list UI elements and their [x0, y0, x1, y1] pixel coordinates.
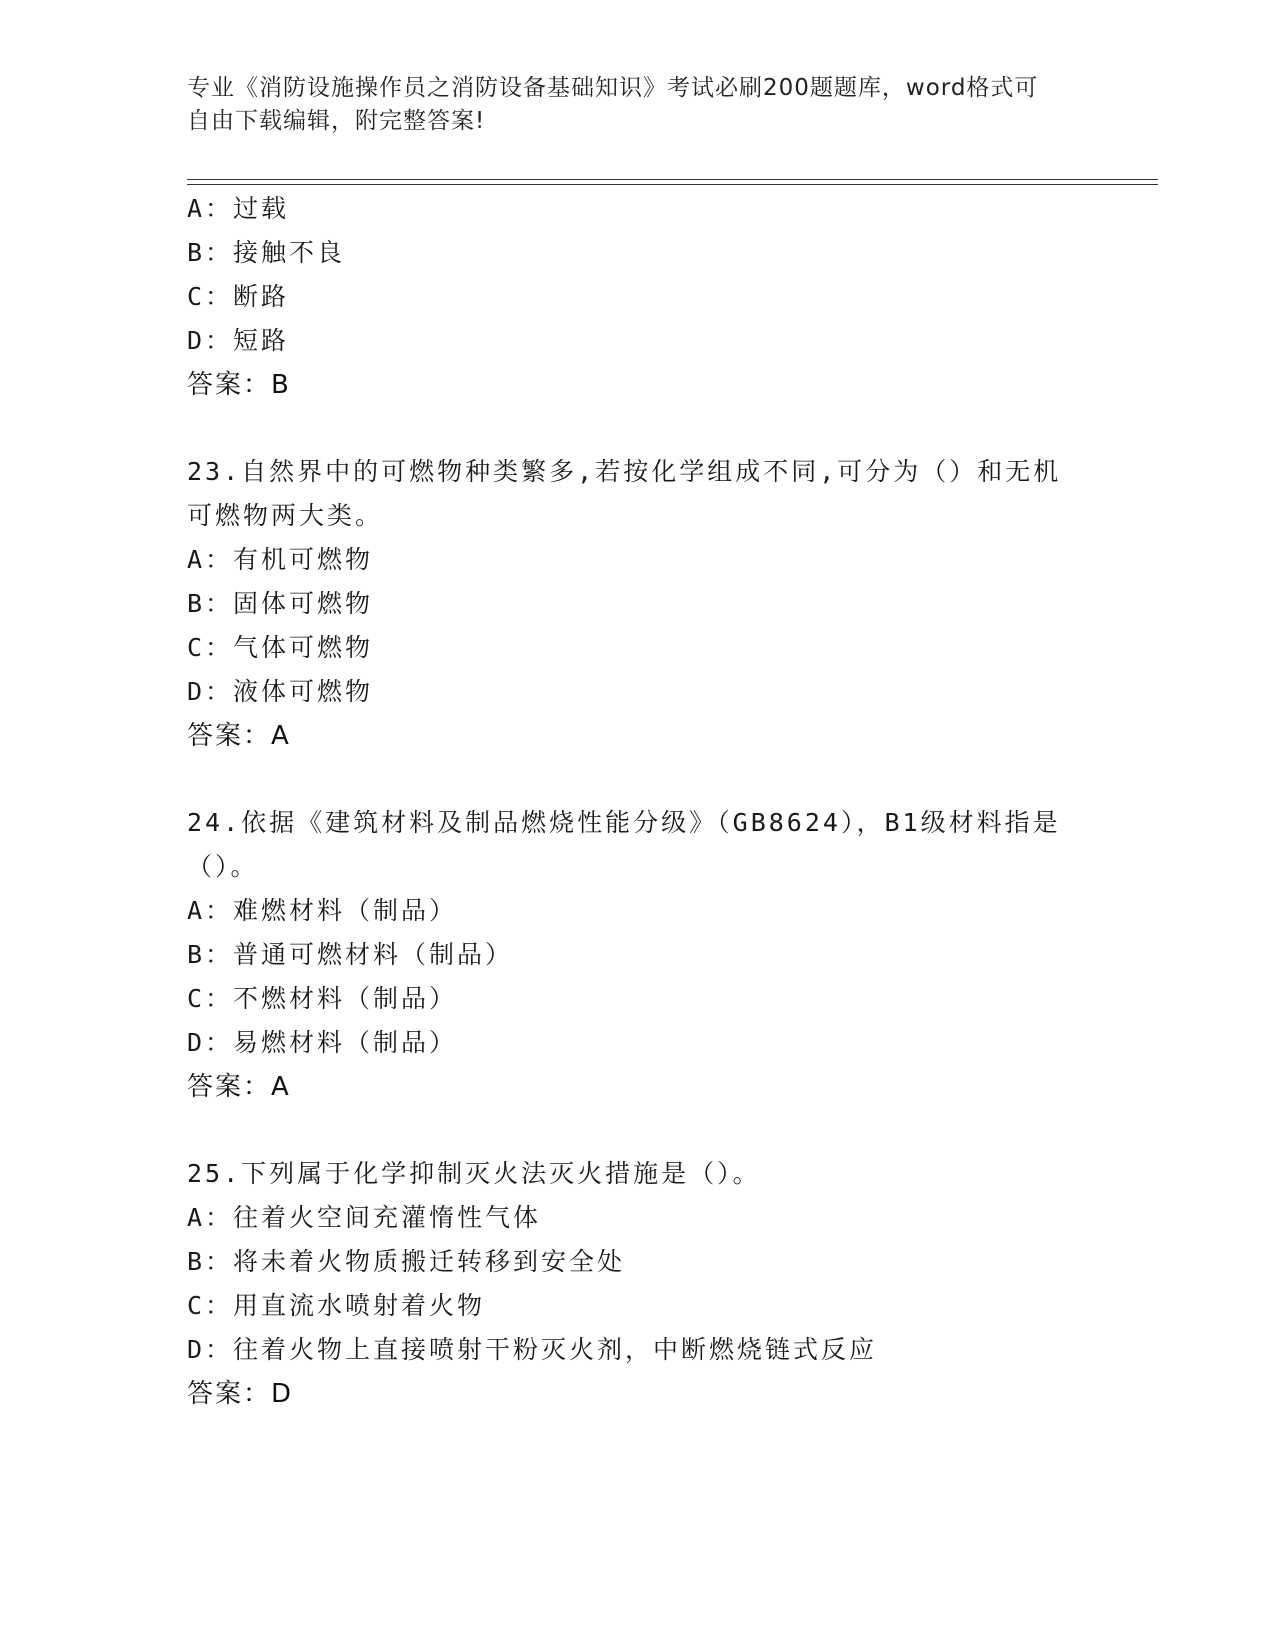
q23-option-b: B：固体可燃物	[187, 589, 374, 618]
q24-option-b: B：普通可燃材料（制品）	[187, 940, 514, 969]
q23-stem-line-1: 23.自然界中的可燃物种类繁多,若按化学组成不同,可分为（）和无机	[187, 457, 1062, 486]
q23-option-c: C：气体可燃物	[187, 633, 374, 662]
q25-answer: 答案：D	[187, 1379, 294, 1409]
q22-answer: 答案：B	[187, 370, 291, 400]
q25-option-b: B：将未着火物质搬迁转移到安全处	[187, 1247, 626, 1276]
q25-stem-line-1: 25.下列属于化学抑制灭火法灭火措施是（）。	[187, 1159, 761, 1188]
q23-stem-line-2: 可燃物两大类。	[187, 501, 384, 530]
q23-option-a: A：有机可燃物	[187, 545, 374, 574]
q25-option-a: A：往着火空间充灌惰性气体	[187, 1203, 542, 1232]
q22-option-b: B：接触不良	[187, 238, 346, 267]
q24-option-a: A：难燃材料（制品）	[187, 896, 458, 925]
q25-option-d: D：往着火物上直接喷射干粉灭火剂，中断燃烧链式反应	[187, 1335, 878, 1364]
q22-option-a: A：过载	[187, 194, 290, 223]
q23-answer: 答案：A	[187, 721, 291, 751]
q25-option-c: C：用直流水喷射着火物	[187, 1291, 486, 1320]
header-line-1: 专业《消防设施操作员之消防设备基础知识》考试必刷200题题库，word格式可	[187, 75, 1039, 101]
q23-option-d: D：液体可燃物	[187, 677, 374, 706]
header-divider-top	[187, 179, 1158, 180]
q24-option-d: D：易燃材料（制品）	[187, 1028, 458, 1057]
q22-option-c: C：断路	[187, 282, 290, 311]
q24-answer: 答案：A	[187, 1072, 291, 1102]
document-header	[187, 72, 1087, 138]
header-line-2: 自由下载编辑，附完整答案!	[187, 108, 486, 134]
q24-option-c: C：不燃材料（制品）	[187, 984, 458, 1013]
q24-stem-line-1: 24.依据《建筑材料及制品燃烧性能分级》（GB8624），B1级材料指是	[187, 808, 1061, 837]
q24-stem-line-2: （）。	[187, 852, 259, 881]
header-divider-bottom	[187, 184, 1158, 185]
q22-option-d: D：短路	[187, 326, 290, 355]
